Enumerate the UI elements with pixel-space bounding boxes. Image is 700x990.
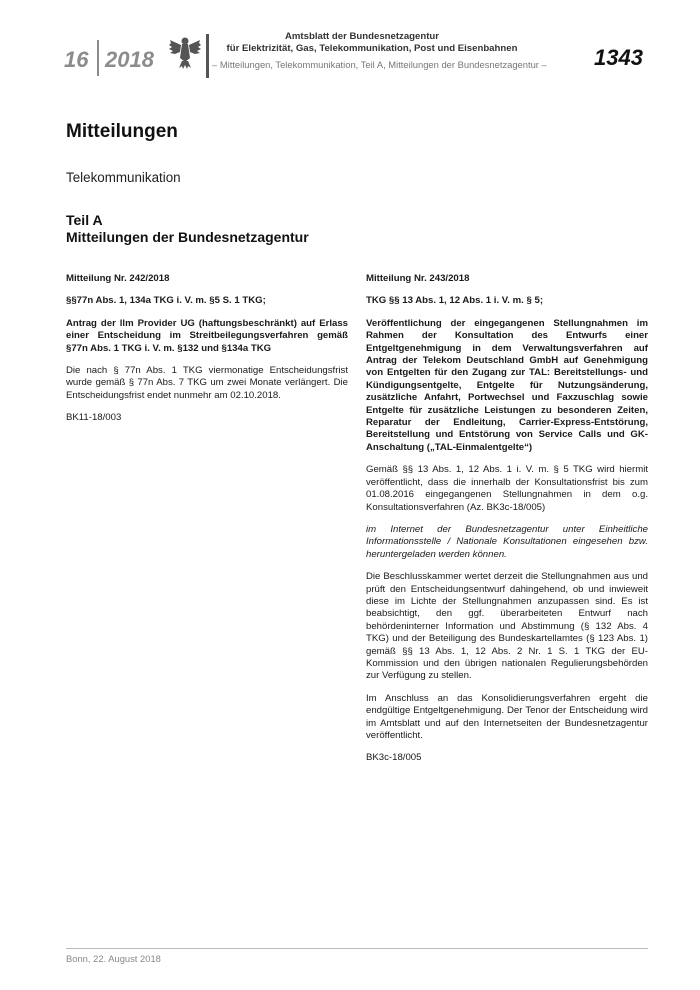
notice-reference: BK3c-18/005 [366, 752, 422, 764]
page-subtitle: Telekommunikation [66, 170, 181, 185]
issue-number: 16 [64, 47, 89, 72]
header-divider [206, 34, 209, 78]
notice-paragraph: Die Beschlusskammer wertet derzeit die Stellungnahmen aus und prüft den Entscheidungsentwurf dahingehend, ob und inwieweit diese im Lichte der Stellungnahmen anzupassen sind. Es ist beabsichtigt, den ggf. überarbeiteten Entwurf nach behördeninterner Information und Abstimmung (§ 132 Abs. 4 TKG) und der Beteiligung des Bundeskartellamtes (§ 123 Abs. 1) gemäß §§ 13 Abs. 1, 12 Abs. 2 Nr. 1 S. 1 TKG der EU-Kommission und den übrigen nationalen Regulierungsbehörden zur Verfügung zu stellen. [366, 571, 648, 682]
issue-divider [97, 40, 99, 76]
notice-legal-basis: §§77n Abs. 1, 134a TKG i. V. m. §5 S. 1 TKG; [66, 295, 266, 307]
notice-paragraph-italic: im Internet der Bundesnetzagentur unter Einheitliche Informationsstelle / Nationale Konsultationen eingesehen bzw. heruntergeladen werden können. [366, 523, 648, 560]
right-column [366, 273, 648, 765]
page-title: Mitteilungen [66, 121, 178, 142]
notice-number: Mitteilung Nr. 242/2018 [66, 273, 170, 284]
part-title: Mitteilungen der Bundesnetzagentur [66, 229, 309, 245]
notice-reference: BK11-18/003 [66, 412, 122, 424]
publication-title: Amtsblatt der Bundesnetzagentur [284, 31, 440, 42]
notice-heading: Antrag der llm Provider UG (haftungsbeschränkt) auf Erlass einer Entscheidung im Streitbeilegungsverfahren gemäß §77n Abs. 1 TKG i. V. m. §132 und §134a TKG [66, 317, 348, 354]
notice-paragraph: Im Anschluss an das Konsolidierungsverfahren ergeht die endgültige Entgeltgenehmigung. Der Tenor der Entscheidung wird im Amtsblatt und auf den Internetseiten der Bundesnetzagentur veröffentlicht. [366, 692, 648, 741]
footer-place-date: Bonn, 22. August 2018 [66, 953, 161, 964]
publication-scope: für Elektrizität, Gas, Telekommunikation, Post und Eisenbahnen [226, 43, 518, 54]
federal-eagle-icon [168, 34, 202, 70]
notice-number: Mitteilung Nr. 243/2018 [366, 273, 470, 284]
notice-legal-basis: TKG §§ 13 Abs. 1, 12 Abs. 1 i. V. m. § 5; [366, 295, 544, 307]
section-path: – Mitteilungen, Telekommunikation, Teil A, Mitteilungen der Bundesnetzagentur – [212, 59, 547, 70]
notice-body: Die nach § 77n Abs. 1 TKG viermonatige Entscheidungsfrist wurde gemäß § 77n Abs. 7 TKG um zwei Monate verlängert. Die Entscheidungsfrist endet nunmehr am 02.10.2018. [66, 365, 348, 401]
left-column [66, 273, 348, 425]
page-number: 1343 [594, 45, 643, 70]
issue-year: 2018 [105, 47, 154, 72]
part-label: Teil A [66, 212, 103, 228]
notice-heading: Veröffentlichung der eingegangenen Stellungnahmen im Rahmen der Konsultation des Entwurfs einer Entgeltgenehmigung in dem Verwaltungsverfahren auf Antrag der Telekom Deutschland GmbH auf Genehmigung von Entgelten für den Zugang zur TAL: Bereitstellungs- und Kündigungsentgelte, Entgelte für Nutzungsänderung, zusätzliche Anfahrt, Portwechsel und Faxzuschlag sowie Entgelte für zusätzliche Leistungen zu besonderen Zeiten, Reparatur der Endleitung, Carrier-Express-Entstörung, Bereitstellung und Entstörung von Service Calls und GK-Anschaltung („TAL-Einmalentgelte“) [366, 317, 648, 453]
footer-divider [66, 948, 648, 949]
notice-paragraph: Gemäß §§ 13 Abs. 1, 12 Abs. 1 i. V. m. § 5 TKG wird hiermit veröffentlicht, dass die innerhalb der Konsultationsfrist bis zum 01.08.2016 eingegangenen Stellungnahmen in dem o.g. Konsultationsverfahren (Az. BK3c-18/005) [366, 464, 648, 513]
